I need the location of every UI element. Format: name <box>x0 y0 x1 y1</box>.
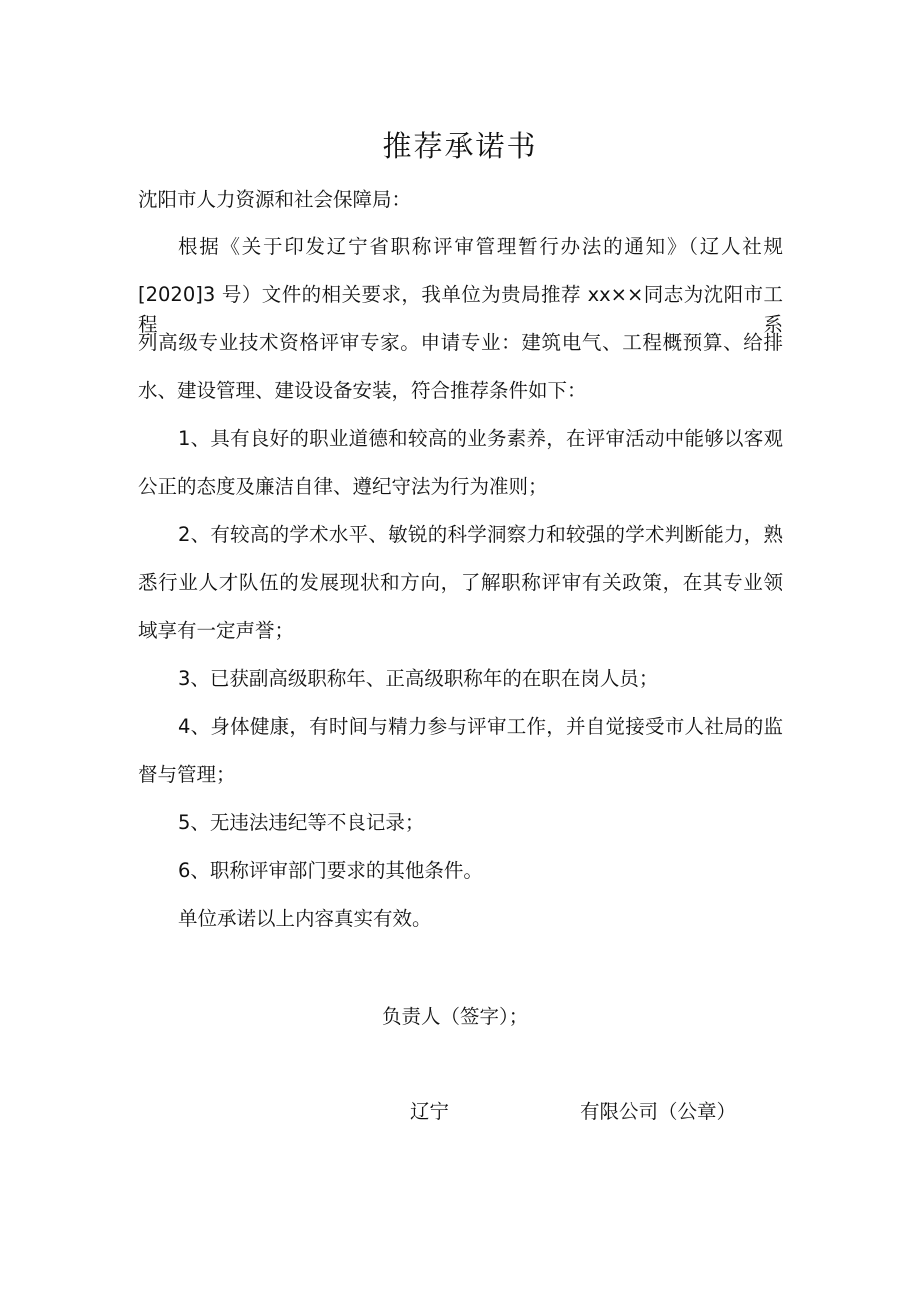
condition-4-line: 4、身体健康，有时间与精力参与评审工作，并自觉接受市人社局的监 <box>178 715 783 738</box>
condition-1-line: 公正的态度及廉洁自律、遵纪守法为行为准则； <box>138 475 548 498</box>
intro-line: 列高级专业技术资格评审专家。申请专业：建筑电气、工程概预算、给排 <box>138 331 783 354</box>
condition-2-line: 2、有较高的学术水平、敏锐的科学洞察力和较强的学术判断能力，熟 <box>178 523 783 546</box>
condition-2-line: 悉行业人才队伍的发展现状和方向，了解职称评审有关政策，在其专业领 <box>138 571 783 594</box>
company-name-suffix: 有限公司（公章） <box>580 1100 737 1123</box>
condition-2-line: 域享有一定声誉； <box>138 619 295 642</box>
commitment-statement: 单位承诺以上内容真实有效。 <box>178 907 432 930</box>
condition-3-line: 3、已获副高级职称年、正高级职称年的在职在岗人员； <box>178 667 659 690</box>
document-title: 推荐承诺书 <box>382 129 538 163</box>
intro-line: [2020]3 号）文件的相关要求，我单位为贵局推荐 xx××同志为沈阳市工程系 <box>138 283 783 336</box>
condition-6-line: 6、职称评审部门要求的其他条件。 <box>178 859 483 882</box>
condition-5-line: 5、无违法违纪等不良记录； <box>178 811 425 834</box>
signature-label: 负责人（签字）； <box>382 1005 529 1028</box>
company-name-prefix: 辽宁 <box>410 1100 450 1123</box>
intro-line: 水、建设管理、建设设备安装，符合推荐条件如下： <box>138 379 587 402</box>
condition-4-line: 督与管理； <box>138 763 236 786</box>
condition-1-line: 1、具有良好的职业道德和较高的业务素养，在评审活动中能够以客观 <box>178 427 783 450</box>
salutation: 沈阳市人力资源和社会保障局： <box>138 188 412 211</box>
intro-line: 根据《关于印发辽宁省职称评审管理暂行办法的通知》（辽人社规 <box>178 235 783 258</box>
